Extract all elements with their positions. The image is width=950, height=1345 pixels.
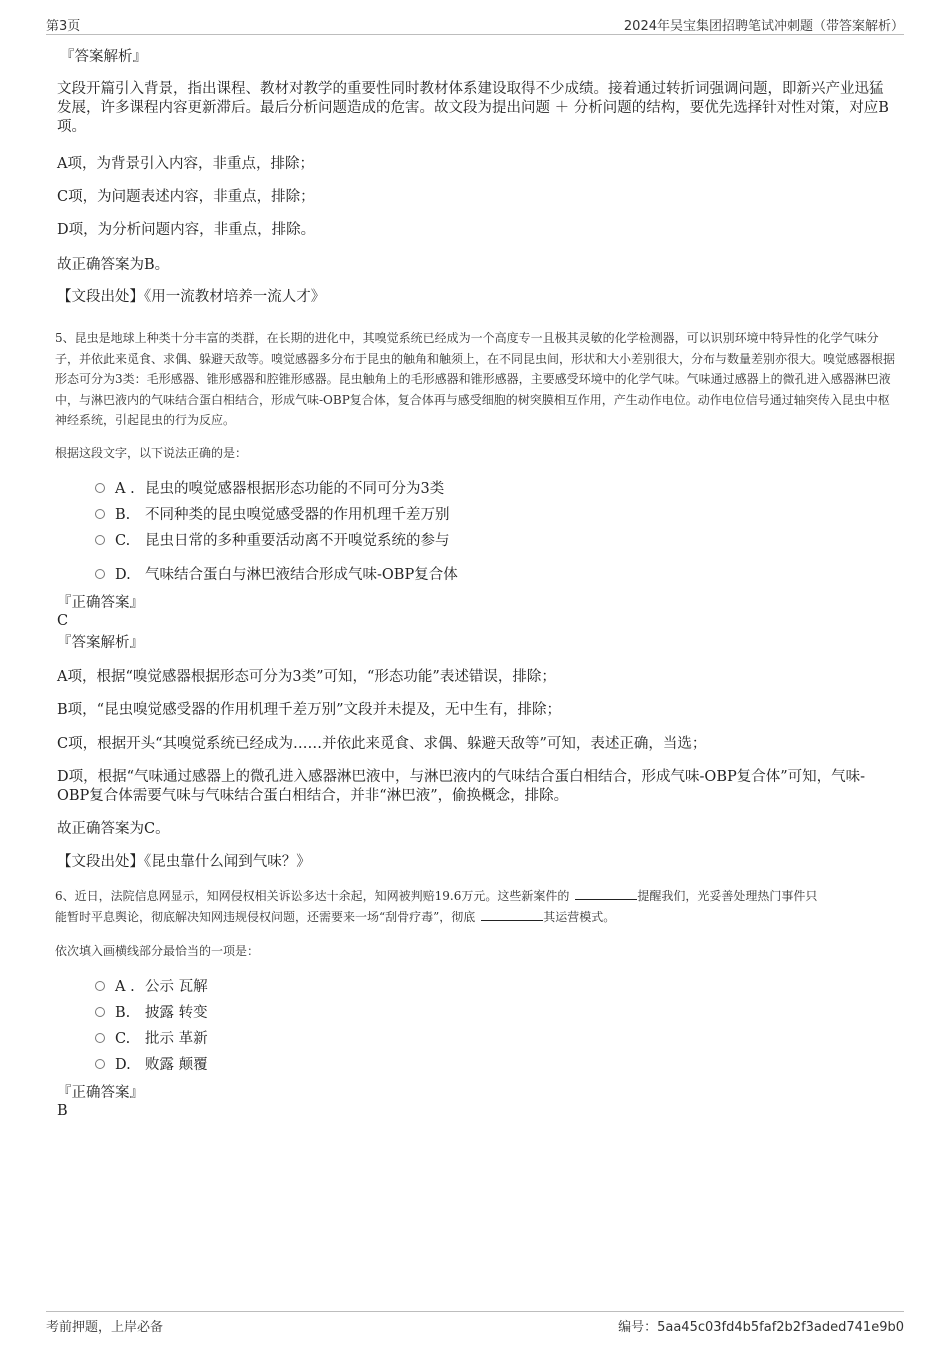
q5-conclusion: 故正确答案为C。	[57, 821, 170, 837]
q5-source: 【文段出处】《昆虫靠什么闻到气味？》	[57, 854, 311, 870]
q5-analysis-line: B项，“昆虫嗅觉感受器的作用机理千差万别”文段并未提及，无中生有，排除；	[57, 702, 561, 718]
radio-icon[interactable]	[95, 509, 105, 519]
q5-analysis-line: C项，根据开头“其嗅觉系统已经成为……并依此来觅食、求偶、躲避天敌等”可知，表述正确，当选；	[57, 736, 707, 752]
q4-analysis-line: D项，为分析问题内容，非重点，排除。	[57, 222, 316, 238]
q6-passage-line-1	[55, 886, 817, 906]
q4-analysis-label: 『答案解析』	[60, 49, 147, 65]
option-letter: C.	[115, 533, 131, 549]
q6-passage-text: 能暂时平息舆论，彻底解决知网违规侵权问题，还需要来一场“刮骨疗毒”，彻底	[55, 910, 476, 924]
q5-option-a[interactable]	[95, 479, 444, 499]
page-number: 第3页	[46, 19, 81, 34]
option-text: 气味结合蛋白与淋巴液结合形成气味-OBP复合体	[145, 567, 458, 583]
q5-passage: 5、昆虫是地球上种类十分丰富的类群，在长期的进化中，其嗅觉系统已经成为一个高度专一且极其灵敏的化学检测器，可以识别环境中特异性的化学气味分子，并依此来觅食、求偶、躲避天敌等。嗅觉感器多分布于昆虫的触角和触须上，在不同昆虫间，形状和大小差别很大，分布与数量差别亦很大。嗅觉感器根据形态可分为3类：毛形感器、锥形感器和腔锥形感器。昆虫触角上的毛形感器和锥形感器，主要感受环境中的化学气味。气味通过感器上的微孔进入感器淋巴液中，与淋巴液内的气味结合蛋白相结合，形成气味-OBP复合体，复合体再与感受细胞的树突膜相互作用，产生动作电位。动作电位信号通过轴突传入昆虫中枢神经系统，引起昆虫的行为反应。	[55, 331, 896, 427]
option-letter: D.	[115, 567, 131, 583]
option-letter: B.	[115, 1005, 131, 1021]
q6-answer-label: 『正确答案』	[57, 1085, 144, 1101]
page-header	[46, 12, 904, 35]
q6-answer: B	[57, 1103, 68, 1119]
radio-icon[interactable]	[95, 569, 105, 579]
q4-analysis-paragraph: 文段开篇引入背景，指出课程、教材对教学的重要性同时教材体系建设取得不少成绩。接着通过转折词强调问题，即新兴产业迅猛发展，许多课程内容更新滞后。最后分析问题造成的危害。故文段为提出问题 ＋ 分析问题的结构，要优先选择针对性对策，对应B项。	[57, 81, 889, 135]
page-footer	[46, 1311, 904, 1336]
option-letter: D.	[115, 1057, 131, 1073]
radio-icon[interactable]	[95, 483, 105, 493]
q5-prompt: 根据这段文字，以下说法正确的是：	[55, 446, 248, 460]
option-letter: A .	[115, 481, 135, 497]
q6-option-b[interactable]	[95, 1003, 208, 1023]
option-letter: B.	[115, 507, 131, 523]
q4-source: 【文段出处】《用一流教材培养一流人才》	[57, 289, 326, 305]
option-letter: C.	[115, 1031, 131, 1047]
radio-icon[interactable]	[95, 1007, 105, 1017]
q5-analysis-label: 『答案解析』	[57, 635, 144, 651]
q5-analysis-line: A项，根据“嗅觉感器根据形态可分为3类”可知，“形态功能”表述错误，排除；	[57, 669, 556, 685]
q5-answer-label: 『正确答案』	[57, 595, 144, 611]
q5-option-b[interactable]	[95, 505, 450, 525]
q5-analysis-line: D项，根据“气味通过感器上的微孔进入感器淋巴液中，与淋巴液内的气味结合蛋白相结合，形成气味-OBP复合体”可知，气味-OBP复合体需要气味与气味结合蛋白相结合，并非“淋巴液”，偷换概念，排除。	[57, 769, 866, 804]
q6-option-d[interactable]	[95, 1055, 208, 1075]
fill-blank-1[interactable]	[575, 887, 637, 900]
option-text: 不同种类的昆虫嗅觉感受器的作用机理千差万别	[145, 507, 450, 523]
option-text: 披露 转变	[145, 1005, 208, 1021]
q5-option-c[interactable]	[95, 531, 450, 551]
q4-analysis-line: A项，为背景引入内容，非重点，排除；	[57, 156, 314, 172]
q6-prompt: 依次填入画横线部分最恰当的一项是：	[55, 944, 260, 958]
option-text: 公示 瓦解	[145, 979, 208, 995]
document-title: 2024年吴宝集团招聘笔试冲刺题（带答案解析）	[623, 19, 904, 34]
footer-serial: 编号：5aa45c03fd4b5faf2b2f3aded741e9b0	[618, 1320, 904, 1335]
q6-option-a[interactable]	[95, 977, 208, 997]
q6-passage-text: 其运营模式。	[543, 910, 616, 924]
footer-slogan: 考前押题，上岸必备	[46, 1320, 164, 1335]
radio-icon[interactable]	[95, 1033, 105, 1043]
radio-icon[interactable]	[95, 1059, 105, 1069]
radio-icon[interactable]	[95, 535, 105, 545]
q6-passage-line-2	[55, 907, 615, 927]
q5-option-d[interactable]	[95, 565, 458, 585]
q5-answer: C	[57, 613, 69, 629]
option-text: 昆虫的嗅觉感器根据形态功能的不同可分为3类	[145, 481, 445, 497]
q4-analysis-line: C项，为问题表述内容，非重点，排除；	[57, 189, 315, 205]
option-text: 败露 颠覆	[145, 1057, 208, 1073]
q4-conclusion: 故正确答案为B。	[57, 257, 170, 273]
fill-blank-2[interactable]	[481, 908, 543, 921]
q6-passage-text: 6、近日，法院信息网显示，知网侵权相关诉讼多达十余起，知网被判赔19.6万元。这些新案件的	[55, 889, 570, 903]
option-text: 昆虫日常的多种重要活动离不开嗅觉系统的参与	[145, 533, 450, 549]
option-text: 批示 革新	[145, 1031, 208, 1047]
q6-passage-text: 提醒我们，光妥善处理热门事件只	[637, 889, 818, 903]
radio-icon[interactable]	[95, 981, 105, 991]
option-letter: A .	[115, 979, 135, 995]
q6-option-c[interactable]	[95, 1029, 208, 1049]
